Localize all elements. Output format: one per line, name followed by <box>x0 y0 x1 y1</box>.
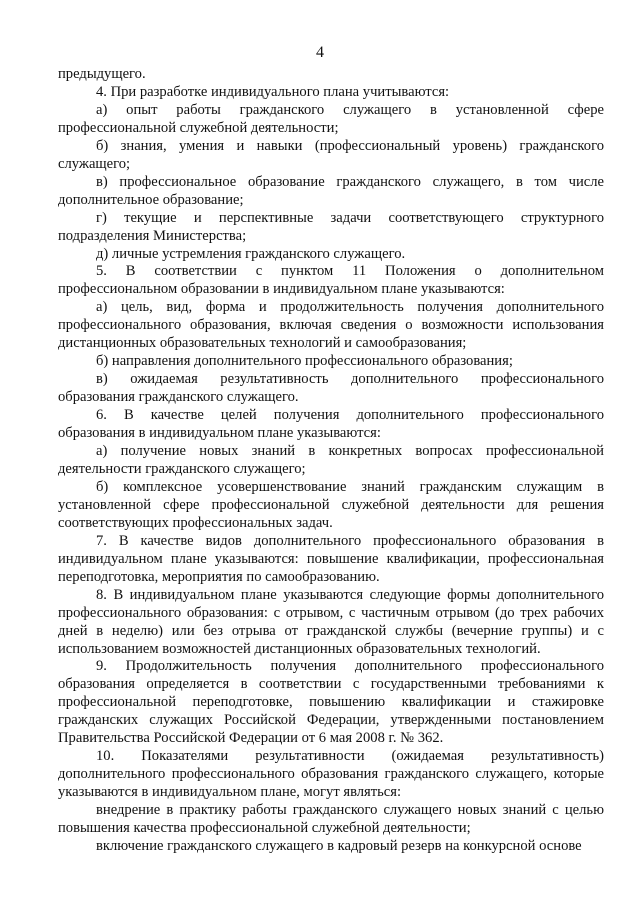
paragraph: б) комплексное усовершенствование знаний гражданским служащим в установленной сфере профессиональной служебной деятельности для решения соответствующих профессиональных задач. <box>58 478 604 531</box>
paragraph: б) знания, умения и навыки (профессиональный уровень) гражданского служащего; <box>58 137 604 172</box>
paragraph: в) ожидаемая результативность дополнительного профессионального образования гражданского служащего. <box>58 371 604 406</box>
paragraph: 6. В качестве целей получения дополнительного профессионального образования в индивидуальном плане указываются: <box>58 407 604 442</box>
paragraph: а) цель, вид, форма и продолжительность получения дополнительного профессионального образования, включая сведения о возможности использования дистанционных образовательных технологий и самообразования; <box>58 299 604 352</box>
paragraph: д) личные устремления гражданского служащего. <box>96 245 406 262</box>
paragraph: 9. Продолжительность получения дополнительного профессионального образования определяется в соответствии с государственными требованиями к профессиональной переподготовке, повышению квалификации и стажировке гражданских служащих Российской Федерации, утвержденными постановлением Правительства Российской Федерации от 6 мая 2008 г. № 362. <box>58 658 604 747</box>
paragraph: г) текущие и перспективные задачи соответствующего структурного подразделения Министерства; <box>58 209 604 244</box>
paragraph: в) профессиональное образование гражданского служащего, в том числе дополнительное образование; <box>58 173 604 208</box>
paragraph: 10. Показателями результативности (ожидаемая результативность) дополнительного профессионального образования гражданского служащего, которые указываются в индивидуальном плане, могут являться: <box>58 748 604 801</box>
paragraph: а) опыт работы гражданского служащего в установленной сфере профессиональной служебной деятельности; <box>58 101 604 136</box>
paragraph: 5. В соответствии с пунктом 11 Положения о дополнительном профессиональном образовании в индивидуальном плане указываются: <box>58 263 604 298</box>
paragraph: 4. При разработке индивидуального плана учитываются: <box>96 83 450 100</box>
paragraph: предыдущего. <box>58 66 146 82</box>
paragraph: 7. В качестве видов дополнительного профессионального образования в индивидуальном плане указываются: повышение квалификации, профессиональная переподготовка, мероприятия по самообразованию. <box>58 532 604 585</box>
page-number: 4 <box>316 44 324 61</box>
paragraph: а) получение новых знаний в конкретных вопросах профессиональной деятельности гражданского служащего; <box>58 443 604 477</box>
paragraph: включение гражданского служащего в кадровый резерв на конкурсной основе <box>96 837 582 854</box>
paragraph: 8. В индивидуальном плане указываются следующие формы дополнительного профессионального образования: с отрывом, с частичным отрывом (до трех рабочих дней в неделю) или без отрыва от гражданской службы (вечерние группы) и с использованием возможностей дистанционных образовательных технологий. <box>58 586 604 657</box>
paragraph: внедрение в практику работы гражданского служащего новых знаний с целью повышения качества профессиональной служебной деятельности; <box>58 802 604 837</box>
paragraph: б) направления дополнительного профессионального образования; <box>96 353 513 370</box>
document-body <box>58 66 604 856</box>
